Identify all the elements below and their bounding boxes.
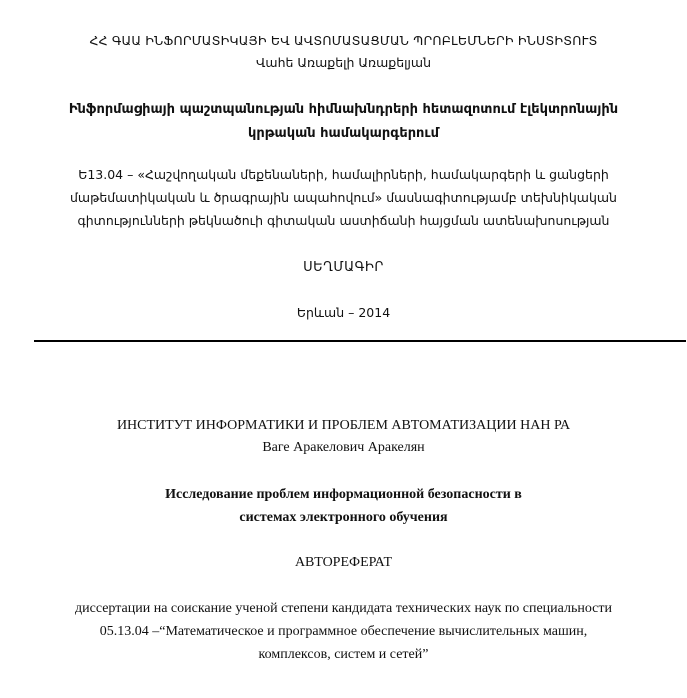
armenian-specialty-line-1: Ե13.04 – «Հաշվողական մեքենաների, համալիրների, համակարգերի և ցանցերի (78, 167, 609, 182)
armenian-title-line-1: Ինֆորմացիայի պաշտպանության հիմնախնդրերի հետազոտում էլեկտրոնային (68, 102, 619, 117)
russian-specialty-line-2: 05.13.04 –“Математическое и программное обеспечение вычислительных машин, (99, 624, 588, 639)
russian-author-name: Ваге Аракелович Аракелян (262, 440, 425, 455)
armenian-institute-name: ՀՀ ԳԱԱ ԻՆՖՈՐՄԱՏԻԿԱՅԻ ԵՎ ԱՎՏՈՄԱՏԱՑՄԱՆ ՊՐՈԲԼԵՄՆԵՐԻ ԻՆՍՏԻՏՈՒՏ (89, 33, 598, 48)
russian-specialty-line-3: комплексов, систем и сетей” (258, 647, 429, 662)
russian-title-line-2: системах электронного обучения (239, 510, 448, 525)
russian-institute-name: ИНСТИТУТ ИНФОРМАТИКИ И ПРОБЛЕМ АВТОМАТИЗАЦИИ НАН РА (116, 418, 571, 433)
armenian-place-year: Երևան – 2014 (296, 305, 391, 320)
russian-specialty-line-1: диссертации на соискание ученой степени кандидата технических наук по специальности (74, 601, 613, 616)
armenian-document-type: ՍԵՂՄԱԳԻՐ (303, 260, 384, 275)
armenian-author-name: Վահե Առաքելի Առաքելյան (255, 55, 432, 70)
armenian-title-line-2: կրթական համակարգերում (248, 126, 439, 141)
armenian-specialty-line-2: մաթեմատիկական և ծրագրային ապահովում» մասնագիտությամբ տեխնիկական (70, 190, 617, 205)
russian-document-type: АВТОРЕФЕРАТ (294, 555, 393, 570)
armenian-specialty-line-3: գիտությունների թեկնածուի գիտական աստիճանի հայցման ատենախոսության (77, 213, 610, 228)
russian-title-line-1: Исследование проблем информационной безопасности в (165, 487, 522, 502)
